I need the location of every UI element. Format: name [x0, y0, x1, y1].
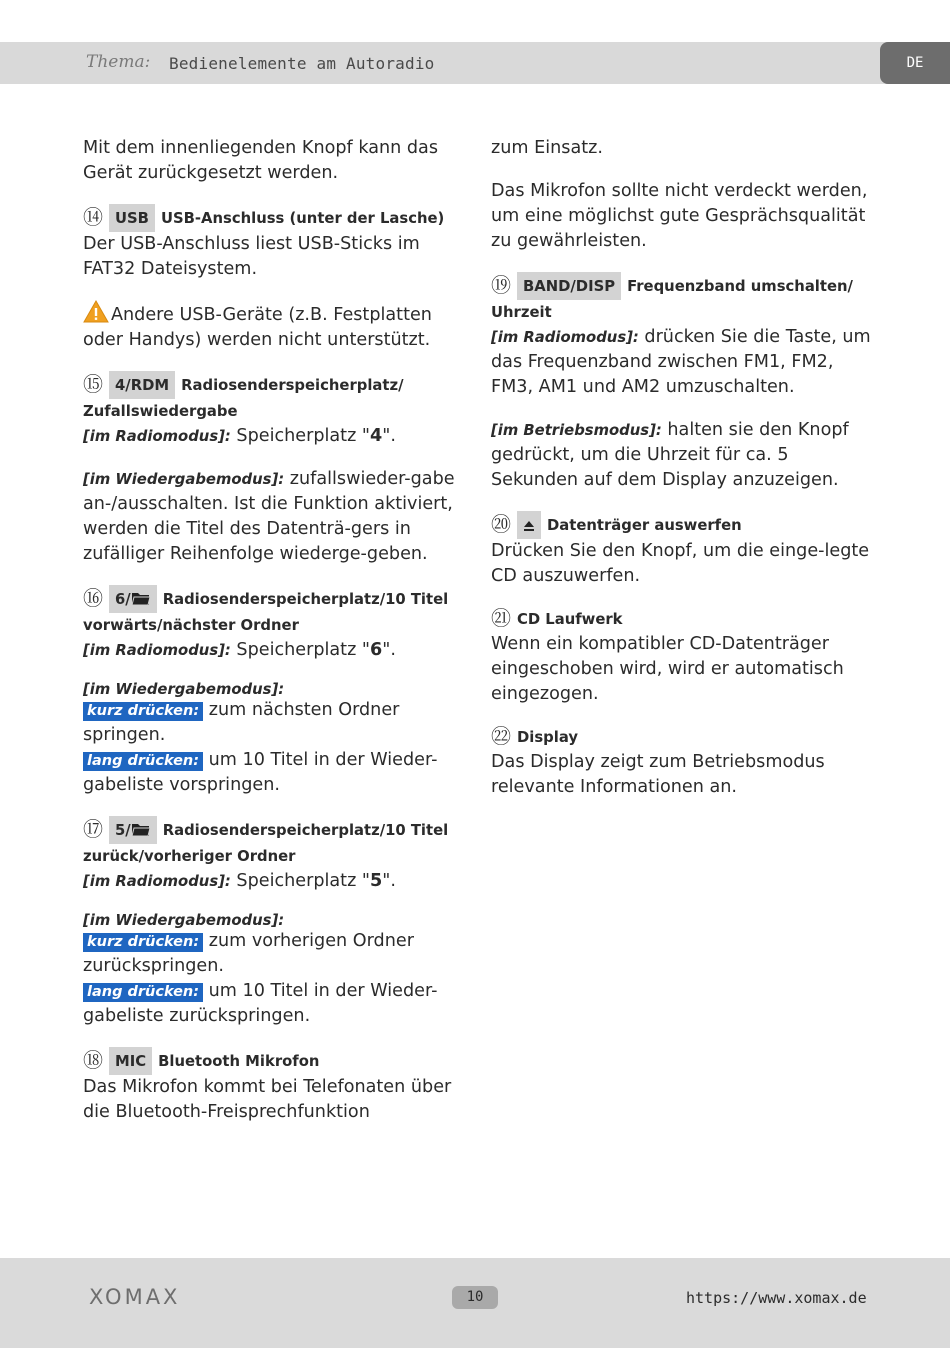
item-title: Radiosenderspeicherplatz/10 Titel vorwärts/nächster Ordner — [83, 591, 449, 634]
item-text: Wenn ein kompatibler CD-Datenträger eingeschoben wird, wird er automatisch eingezogen. — [491, 634, 844, 704]
short-press-text: zum vorherigen Ordner zurückspringen. — [83, 931, 414, 976]
item-18-heading — [83, 1047, 468, 1075]
radio-mode-label: [im Radiomodus]: — [491, 329, 639, 346]
long-press-label: lang drücken: — [83, 752, 203, 771]
play-mode-label: [im Wiedergabemodus]: — [83, 912, 285, 929]
item-number: ⑮ — [83, 372, 103, 396]
button-tag: MIC — [109, 1047, 152, 1075]
button-tag-label: 5/ — [115, 822, 131, 839]
item-number: ⑳ — [491, 512, 511, 536]
radio-mode-text-end: ". — [382, 426, 396, 446]
item-number: ㉑ — [491, 606, 511, 630]
radio-mode-text: Speicherplatz " — [236, 426, 370, 446]
item-19-heading — [491, 272, 876, 325]
item-18 — [83, 1047, 468, 1125]
folder-icon — [131, 591, 151, 606]
item-16 — [83, 585, 468, 798]
preset-number: 6 — [370, 640, 383, 660]
thema-title: Bedienelemente am Autoradio — [169, 54, 435, 73]
long-press-line — [83, 748, 468, 798]
button-tag: 4/RDM — [109, 371, 175, 399]
long-press-label: lang drücken: — [83, 983, 203, 1002]
play-mode-line — [83, 467, 468, 567]
radio-mode-label: [im Radiomodus]: — [83, 642, 231, 659]
right-column — [491, 136, 876, 818]
long-press-text: um 10 Titel in der Wieder-gabeliste zurückspringen. — [83, 981, 438, 1026]
radio-mode-text: Speicherplatz " — [236, 871, 370, 891]
item-title: Radiosenderspeicherplatz/ Zufallswiedergabe — [83, 377, 404, 420]
item-19 — [491, 272, 876, 493]
radio-mode-line — [83, 869, 468, 894]
radio-mode-line — [83, 638, 468, 663]
warning-icon — [83, 300, 109, 323]
short-press-label: kurz drücken: — [83, 933, 203, 952]
item-number: ⑰ — [83, 817, 103, 841]
language-tab[interactable]: DE — [880, 42, 950, 84]
item-15 — [83, 371, 468, 567]
play-mode-text: zufallswieder-gabe an-/ausschalten. Ist die Funktion aktiviert, werden die Titel des Datenträ-gers in zufälliger Reihenfolge wiederge-geben. — [83, 469, 455, 564]
item-text: Das Mikrofon kommt bei Telefonaten über die Bluetooth-Freisprechfunktion — [83, 1077, 452, 1122]
item-22 — [491, 725, 876, 800]
item-number: ⑲ — [491, 273, 511, 297]
item-text: Das Display zeigt zum Betriebsmodus relevante Informationen an. — [491, 752, 825, 797]
website-link[interactable]: https://www.xomax.de — [686, 1289, 867, 1307]
radio-mode-line — [491, 325, 876, 400]
item-21 — [491, 607, 876, 707]
short-press-label: kurz drücken: — [83, 702, 203, 721]
continued-text: zum Einsatz. — [491, 138, 603, 158]
short-press-line — [83, 929, 468, 979]
warning-note — [83, 300, 468, 353]
item-title: USB-Anschluss (unter der Lasche) — [160, 210, 445, 227]
item-number: ⑱ — [83, 1048, 103, 1072]
item-title: Datenträger auswerfen — [547, 517, 742, 534]
radio-mode-text: Speicherplatz " — [236, 640, 370, 660]
button-tag: BAND/DISP — [517, 272, 621, 300]
button-tag — [109, 585, 157, 613]
item-title: Radiosenderspeicherplatz/10 Titel zurück/vorheriger Ordner — [83, 822, 449, 865]
button-tag: USB — [109, 204, 155, 232]
preset-number: 5 — [370, 871, 383, 891]
page-number: 10 — [452, 1286, 498, 1309]
radio-mode-text-end: ". — [382, 871, 396, 891]
operating-mode-text: halten sie den Knopf gedrückt, um die Uhrzeit für ca. 5 Sekunden auf dem Display anzuzeigen. — [491, 420, 849, 490]
item-number: ⑭ — [83, 205, 103, 229]
radio-mode-label: [im Radiomodus]: — [83, 428, 231, 445]
item-17-heading — [83, 816, 468, 869]
long-press-line — [83, 979, 468, 1029]
item-17 — [83, 816, 468, 1029]
radio-mode-text: drücken Sie die Taste, um das Frequenzband zwischen FM1, FM2, FM3, AM1 und AM2 umzuschalten. — [491, 327, 871, 397]
radio-mode-line — [83, 424, 468, 449]
item-title: Bluetooth Mikrofon — [158, 1053, 320, 1070]
play-mode-label: [im Wiedergabemodus]: — [83, 681, 285, 698]
item-20 — [491, 511, 876, 589]
page-header — [0, 42, 950, 84]
eject-tag — [517, 511, 541, 539]
radio-mode-text-end: ". — [382, 640, 396, 660]
long-press-text: um 10 Titel in der Wieder-gabeliste vorspringen. — [83, 750, 438, 795]
item-title: Frequenzband umschalten/ Uhrzeit — [491, 278, 853, 321]
operating-mode-label: [im Betriebsmodus]: — [491, 422, 662, 439]
item-16-heading — [83, 585, 468, 638]
brand-logo: XOMAX — [89, 1285, 181, 1309]
item-15-heading — [83, 371, 468, 424]
short-press-line — [83, 698, 468, 748]
item-text: Der USB-Anschluss liest USB-Sticks im FAT32 Dateisystem. — [83, 234, 420, 279]
button-tag-label: 6/ — [115, 591, 131, 608]
intro-text: Mit dem innenliegenden Knopf kann das Gerät zurückgesetzt werden. — [83, 138, 439, 183]
button-tag — [109, 816, 157, 844]
page-footer — [0, 1258, 950, 1348]
item-14-heading — [83, 204, 468, 232]
item-number: ㉒ — [491, 724, 511, 748]
item-22-heading — [491, 725, 876, 750]
mic-note: Das Mikrofon sollte nicht verdeckt werden, um eine möglichst gute Gesprächsqualität zu gewährleisten. — [491, 181, 868, 251]
play-mode-label: [im Wiedergabemodus]: — [83, 471, 285, 488]
operating-mode-line — [491, 418, 876, 493]
folder-icon — [131, 822, 151, 837]
preset-number: 4 — [370, 426, 383, 446]
warning-text: Andere USB-Geräte (z.B. Festplatten oder Handys) werden nicht unterstützt. — [83, 305, 432, 350]
item-title: Display — [517, 729, 579, 746]
item-20-heading — [491, 511, 876, 539]
left-column — [83, 136, 468, 1143]
item-21-heading — [491, 607, 876, 632]
short-press-text: zum nächsten Ordner springen. — [83, 700, 400, 745]
item-text: Drücken Sie den Knopf, um die einge-legte CD auszuwerfen. — [491, 541, 870, 586]
item-14 — [83, 204, 468, 282]
item-title: CD Laufwerk — [517, 611, 623, 628]
thema-label: Thema: — [86, 52, 151, 72]
eject-icon — [523, 520, 535, 532]
item-number: ⑯ — [83, 586, 103, 610]
radio-mode-label: [im Radiomodus]: — [83, 873, 231, 890]
